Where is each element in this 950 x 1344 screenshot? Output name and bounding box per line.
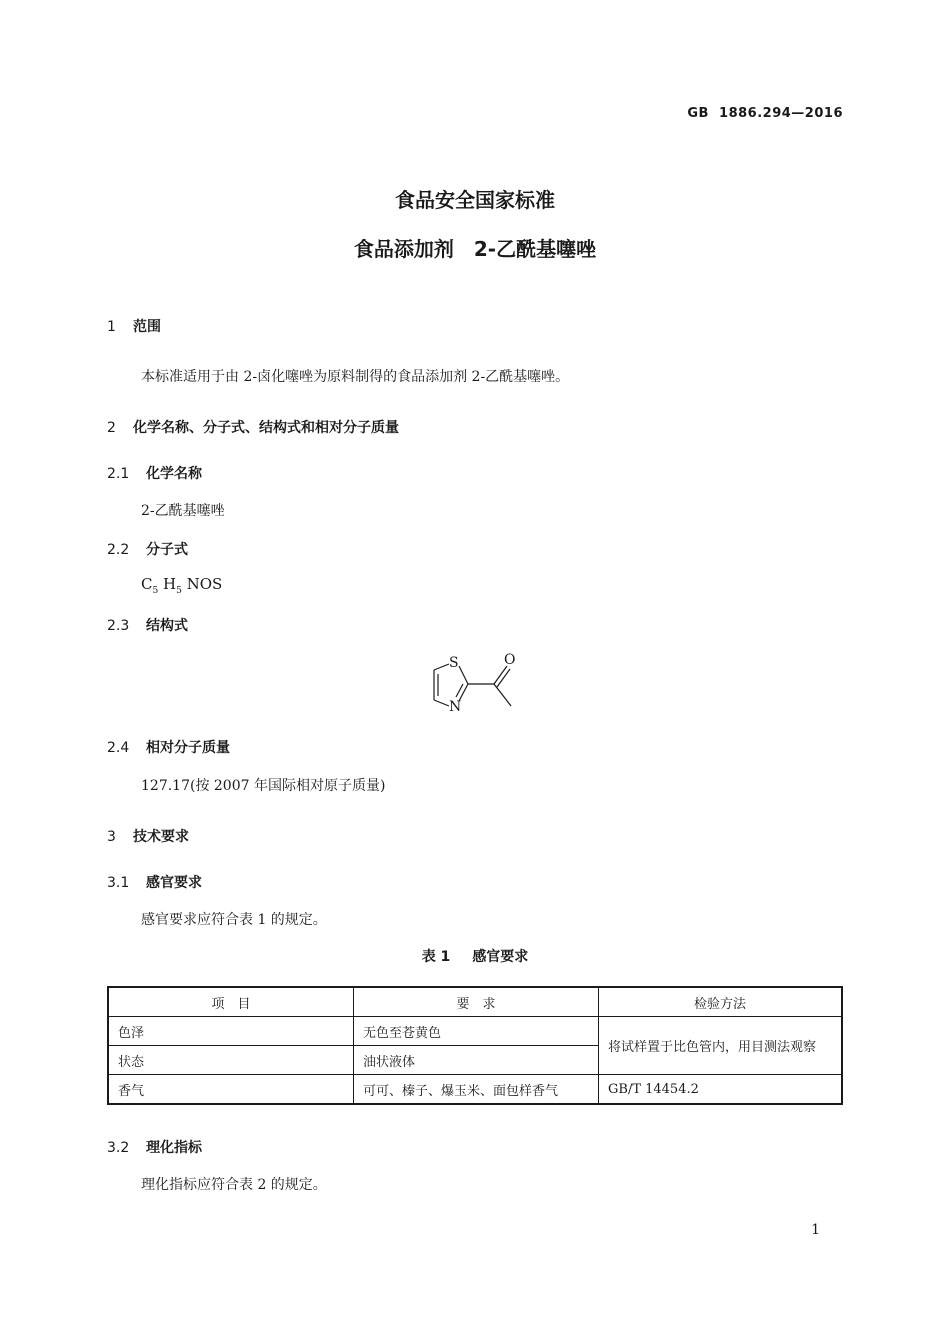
- formula-hydrogen-count: 5: [176, 586, 182, 596]
- formula-hydrogen: H: [163, 575, 177, 593]
- table-cell: 无色至苍黄色: [354, 1017, 599, 1046]
- section-title: 相对分子质量: [146, 740, 230, 756]
- table-header-cell: 项 目: [108, 987, 354, 1017]
- section-number: 3.2: [107, 1140, 130, 1156]
- section-title: 化学名称: [146, 466, 202, 482]
- section-number: 2.1: [107, 466, 130, 482]
- formula-rest: NOS: [186, 575, 223, 593]
- standard-prefix: GB: [687, 106, 709, 121]
- table-cell: 可可、榛子、爆玉米、面包样香气: [354, 1075, 599, 1105]
- section-title: 范围: [133, 319, 161, 335]
- table-cell: 状态: [108, 1046, 354, 1075]
- document-title: 食品安全国家标准: [395, 188, 555, 212]
- section-1-text: 本标准适用于由 2-卤化噻唑为原料制得的食品添加剂 2-乙酰基噻唑。: [141, 369, 570, 385]
- section-2-4-heading: [107, 737, 230, 757]
- table-caption-title: 感官要求: [472, 949, 529, 965]
- table-header-cell: 要 求: [354, 987, 599, 1017]
- molecular-weight: 127.17(按 2007 年国际相对原子质量): [141, 778, 386, 794]
- section-3-2-text: 理化指标应符合表 2 的规定。: [141, 1177, 327, 1193]
- formula-carbon: C: [141, 575, 153, 593]
- atom-sulfur: S: [449, 655, 459, 671]
- section-2-2-heading: [107, 539, 188, 559]
- section-3-1-heading: [107, 872, 202, 892]
- atom-oxygen: O: [504, 652, 516, 668]
- document-subtitle: 食品添加剂 2-乙酰基噻唑: [353, 237, 597, 261]
- table-cell: GB/T 14454.2: [599, 1075, 843, 1105]
- table-header-row: [108, 987, 842, 1017]
- section-3-heading: [107, 826, 189, 846]
- section-number: 3: [107, 829, 116, 845]
- table-row: [108, 1075, 842, 1105]
- table-header-cell: 检验方法: [599, 987, 843, 1017]
- section-3-1-text: 感官要求应符合表 1 的规定。: [141, 912, 327, 928]
- table-1-caption: [0, 946, 950, 966]
- table-caption-number: 表 1: [421, 949, 451, 965]
- section-number: 2.2: [107, 542, 130, 558]
- structural-formula: [418, 648, 528, 720]
- section-1-heading: [107, 316, 161, 336]
- formula-carbon-count: 5: [152, 586, 159, 596]
- table-row: [108, 1017, 842, 1046]
- table-cell-merged-method: 将试样置于比色管内，用目测法观察: [599, 1017, 843, 1075]
- sensory-requirements-table: [107, 986, 843, 1105]
- page-number: 1: [811, 1222, 820, 1238]
- table-cell: 油状液体: [354, 1046, 599, 1075]
- section-title: 技术要求: [133, 829, 189, 845]
- bond-carbonyl-methyl: [494, 684, 511, 706]
- atom-nitrogen: N: [449, 699, 462, 715]
- section-number: 3.1: [107, 875, 130, 891]
- standard-number: [687, 106, 843, 121]
- bond-n-c4: [434, 700, 449, 706]
- section-title: 结构式: [146, 618, 188, 634]
- chemical-name: 2-乙酰基噻唑: [141, 503, 225, 519]
- bond-c5-s: [434, 664, 449, 670]
- section-number: 2.3: [107, 618, 130, 634]
- table-cell: 色泽: [108, 1017, 354, 1046]
- standard-code: 1886.294—2016: [719, 106, 843, 121]
- section-2-3-heading: [107, 615, 188, 635]
- table-cell: 香气: [108, 1075, 354, 1105]
- section-number: 2.4: [107, 740, 130, 756]
- section-number: 1: [107, 319, 116, 335]
- section-3-2-heading: [107, 1137, 202, 1157]
- section-title: 化学名称、分子式、结构式和相对分子质量: [133, 420, 399, 436]
- bond-s-c2: [459, 666, 468, 684]
- section-title: 分子式: [146, 542, 188, 558]
- section-2-heading: [107, 417, 399, 437]
- molecular-formula: [141, 575, 222, 596]
- section-2-1-heading: [107, 463, 202, 483]
- section-title: 理化指标: [146, 1140, 202, 1156]
- section-title: 感官要求: [146, 875, 202, 891]
- section-number: 2: [107, 420, 116, 436]
